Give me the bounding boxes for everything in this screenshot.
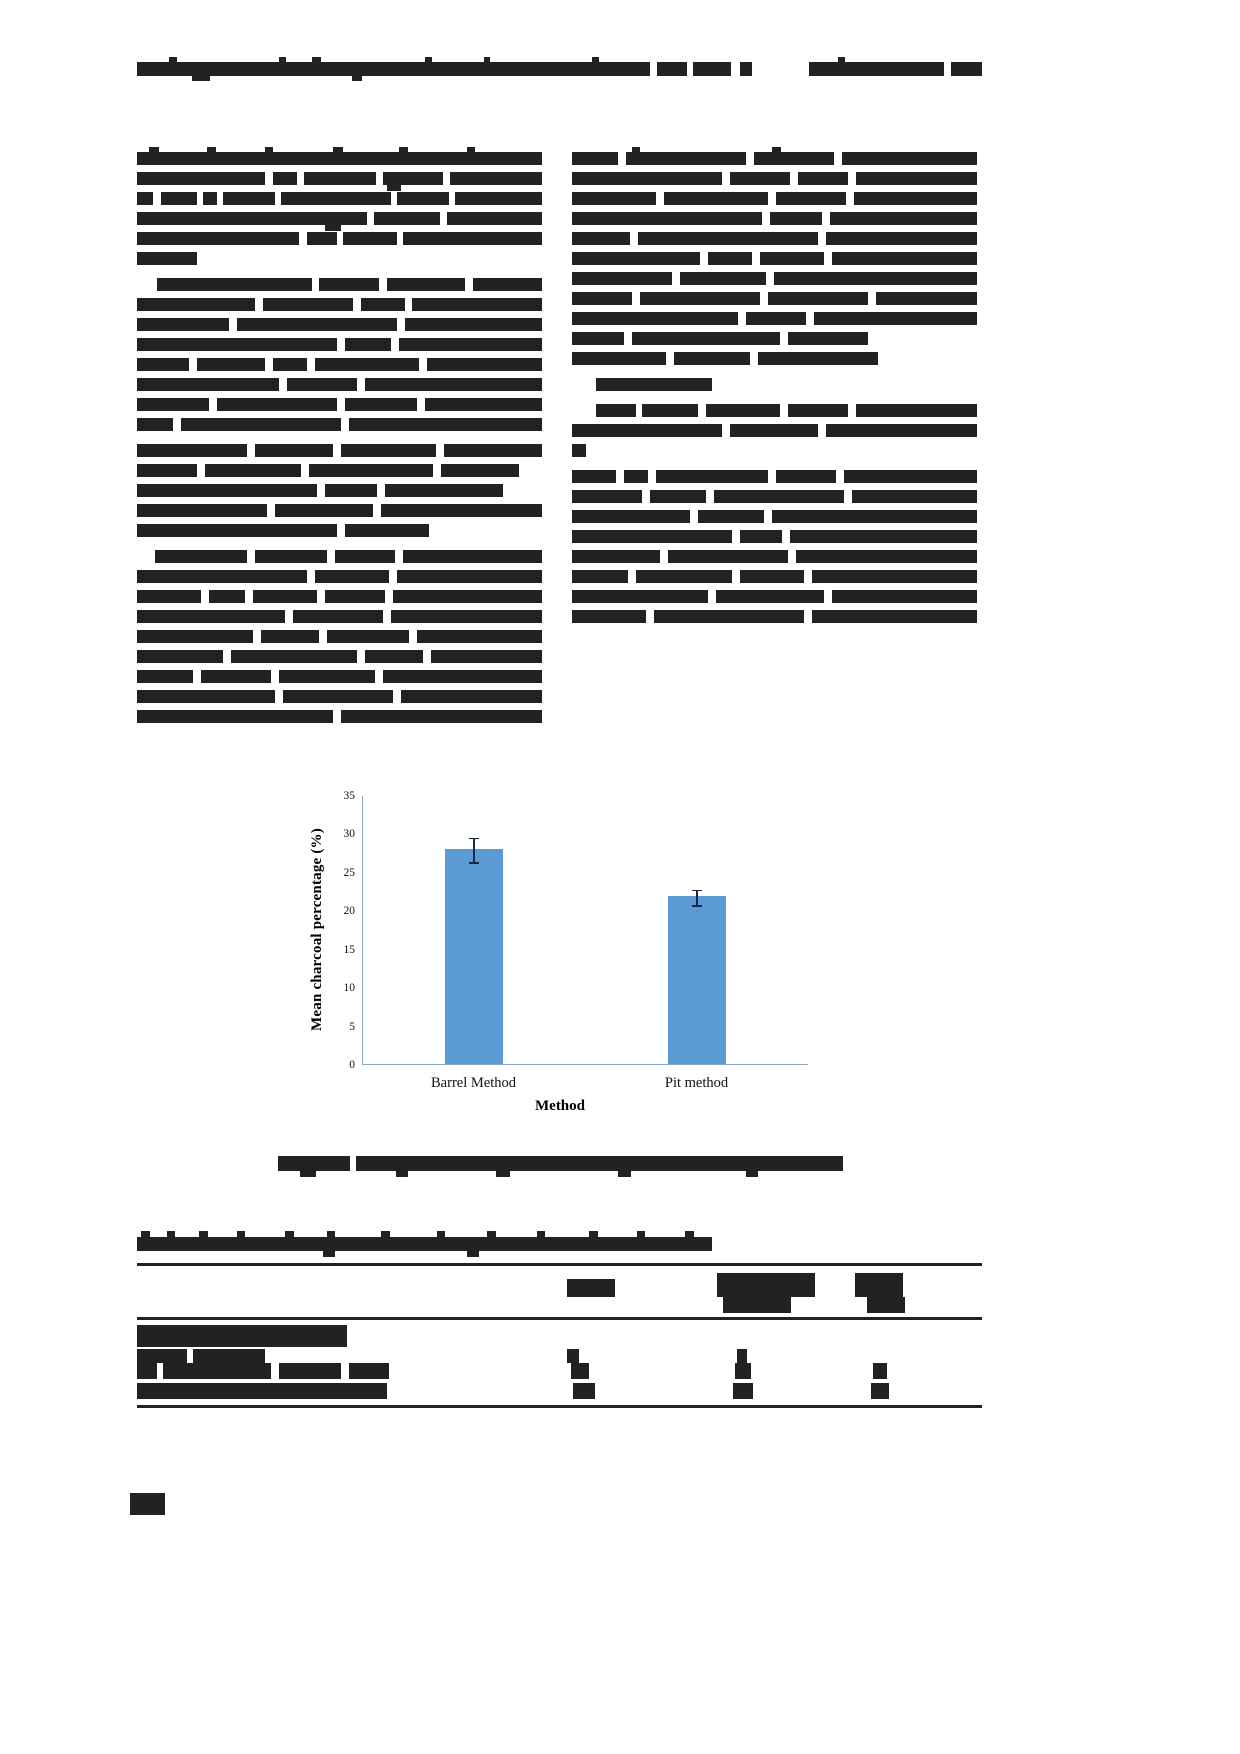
bar-barrel-method bbox=[445, 849, 503, 1064]
paragraph bbox=[572, 402, 982, 459]
section-heading bbox=[572, 376, 982, 393]
page-number-redacted bbox=[130, 1493, 165, 1515]
body-text-redacted bbox=[137, 150, 982, 775]
y-axis-tick: 35 bbox=[343, 790, 355, 802]
paragraph bbox=[137, 150, 547, 267]
x-axis-tick: Pit method bbox=[664, 1075, 729, 1091]
x-axis-tick-labels bbox=[362, 1075, 808, 1097]
data-table-redacted bbox=[137, 1233, 982, 1403]
table-title-redacted bbox=[137, 1233, 712, 1255]
y-axis-tick: 15 bbox=[343, 943, 355, 956]
y-axis-tick: 5 bbox=[349, 1020, 355, 1033]
x-axis-tick: Barrel Method bbox=[431, 1075, 516, 1091]
y-axis-tick: 10 bbox=[343, 982, 355, 995]
bar-pit-method bbox=[668, 896, 726, 1064]
y-axis-title-text: Mean charcoal percentage (%) bbox=[308, 827, 325, 1031]
paragraph bbox=[137, 276, 547, 433]
chart-area bbox=[300, 790, 820, 1123]
error-bar-cap bbox=[469, 838, 479, 840]
y-axis-tick: 25 bbox=[343, 866, 355, 879]
paragraph bbox=[572, 150, 982, 367]
paragraph bbox=[572, 468, 982, 625]
error-bar bbox=[696, 890, 698, 905]
y-axis-tick-labels bbox=[330, 790, 358, 1071]
paragraph bbox=[137, 548, 547, 725]
table-row bbox=[137, 1363, 982, 1397]
running-head-redacted bbox=[137, 57, 982, 79]
table-header-row bbox=[137, 1273, 982, 1303]
y-axis-tick: 30 bbox=[343, 828, 355, 841]
figure-caption-redacted bbox=[278, 1152, 843, 1178]
error-bar-cap bbox=[692, 890, 702, 892]
column-right bbox=[572, 150, 982, 775]
error-bar-cap bbox=[469, 862, 479, 864]
figure-bar-chart bbox=[300, 790, 820, 1123]
plot-area bbox=[362, 796, 808, 1065]
y-axis-tick: 0 bbox=[349, 1059, 355, 1071]
column-left bbox=[137, 150, 547, 775]
error-bar bbox=[473, 838, 475, 863]
paragraph bbox=[137, 442, 547, 539]
y-axis-title bbox=[306, 793, 328, 1065]
x-axis-title: Method bbox=[535, 1098, 585, 1114]
y-axis-tick: 20 bbox=[343, 905, 355, 918]
error-bar-cap bbox=[692, 905, 702, 907]
table-row bbox=[137, 1325, 982, 1351]
